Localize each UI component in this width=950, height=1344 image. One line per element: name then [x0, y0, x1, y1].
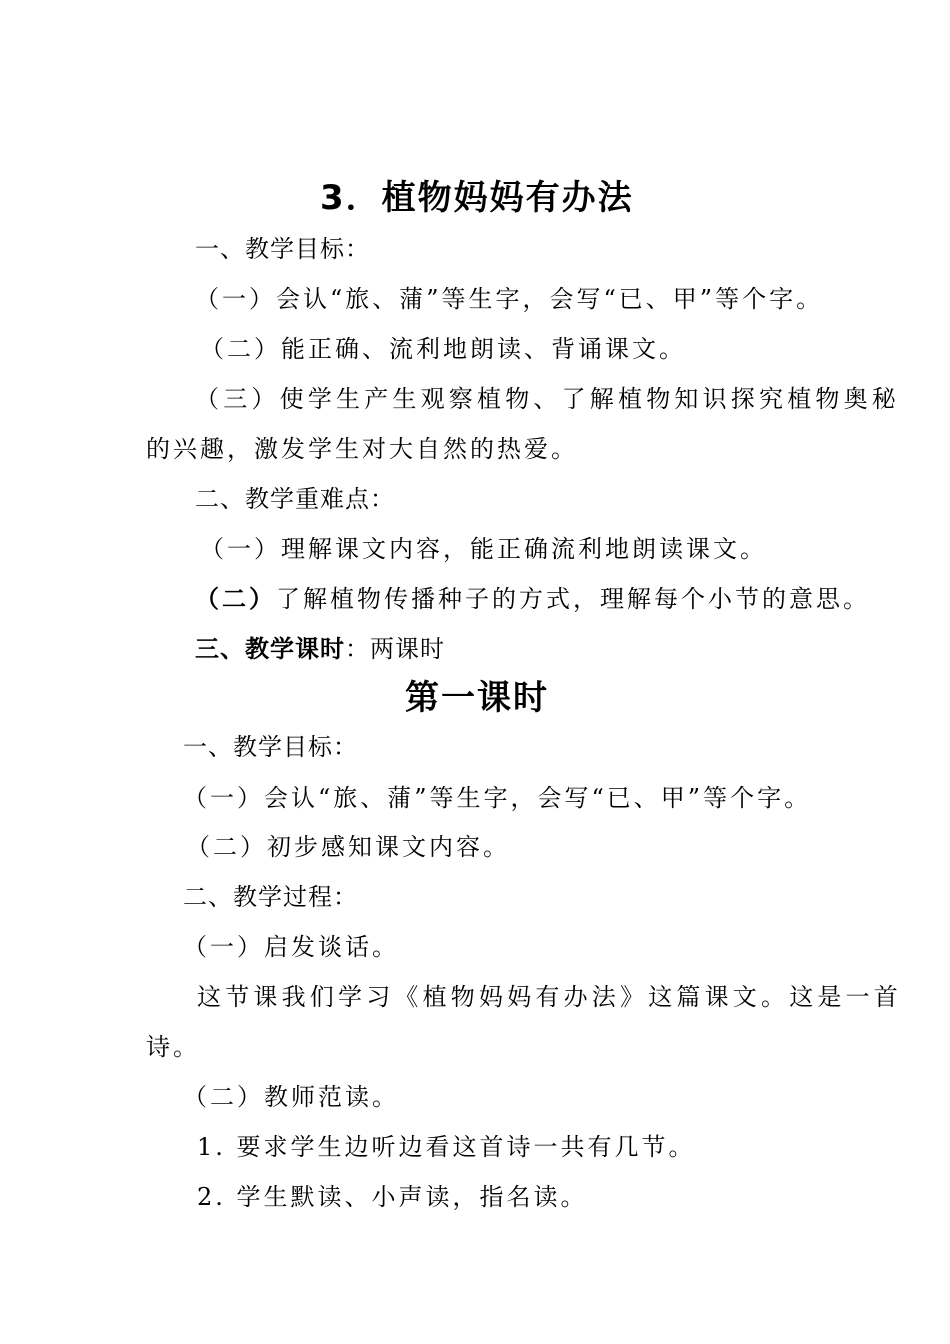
section-title: 第一课时 [405, 678, 549, 718]
process-step-1-text-line-2: 诗。 [146, 1033, 200, 1061]
heading-teaching-process: 二、教学过程： [183, 883, 358, 911]
key-point-2-prefix: （二） [195, 584, 276, 613]
class-hours-value: 两课时 [370, 635, 445, 663]
heading-class-hours [195, 634, 445, 664]
heading-class-hours-label: 三、教学课时 [195, 635, 345, 663]
process-step-1-text-line-1: 这节课我们学习《植物妈妈有办法》这篇课文。这是一首 [197, 983, 902, 1011]
process-item-1: 1. 要求学生边听边看这首诗一共有几节。 [197, 1133, 696, 1161]
heading-teaching-goals: 一、教学目标： [195, 235, 370, 263]
goal-item-3-line-2: 的兴趣，激发学生对大自然的热爱。 [146, 435, 578, 463]
goal2-item-2: （二）初步感知课文内容。 [186, 833, 510, 861]
goal-item-2: （二）能正确、流利地朗读、背诵课文。 [200, 335, 686, 363]
process-item-2: 2. 学生默读、小声读，指名读。 [197, 1183, 588, 1211]
goal2-item-1: （一）会认“旅、蒲”等生字，会写“已、甲”等个字。 [183, 784, 812, 812]
key-point-1: （一）理解课文内容，能正确流利地朗读课文。 [200, 535, 767, 563]
goal-item-3-line-1: （三）使学生产生观察植物、了解植物知识探究植物奥秘 [195, 385, 900, 413]
goal-item-1: （一）会认“旅、蒲”等生字，会写“已、甲”等个字。 [195, 285, 824, 313]
heading-key-points [195, 484, 395, 514]
heading-teaching-goals-2: 一、教学目标： [183, 733, 358, 761]
key-point-2 [195, 584, 870, 614]
heading-class-hours-colon: ： [345, 635, 370, 663]
process-step-2: （二）教师范读。 [183, 1083, 399, 1111]
document-title: 3．植物妈妈有办法 [320, 178, 634, 218]
process-step-1: （一）启发谈话。 [183, 933, 399, 961]
heading-key-points-label: 二、教学重难点： [195, 485, 395, 513]
key-point-2-text: 了解植物传播种子的方式，理解每个小节的意思。 [276, 585, 870, 613]
